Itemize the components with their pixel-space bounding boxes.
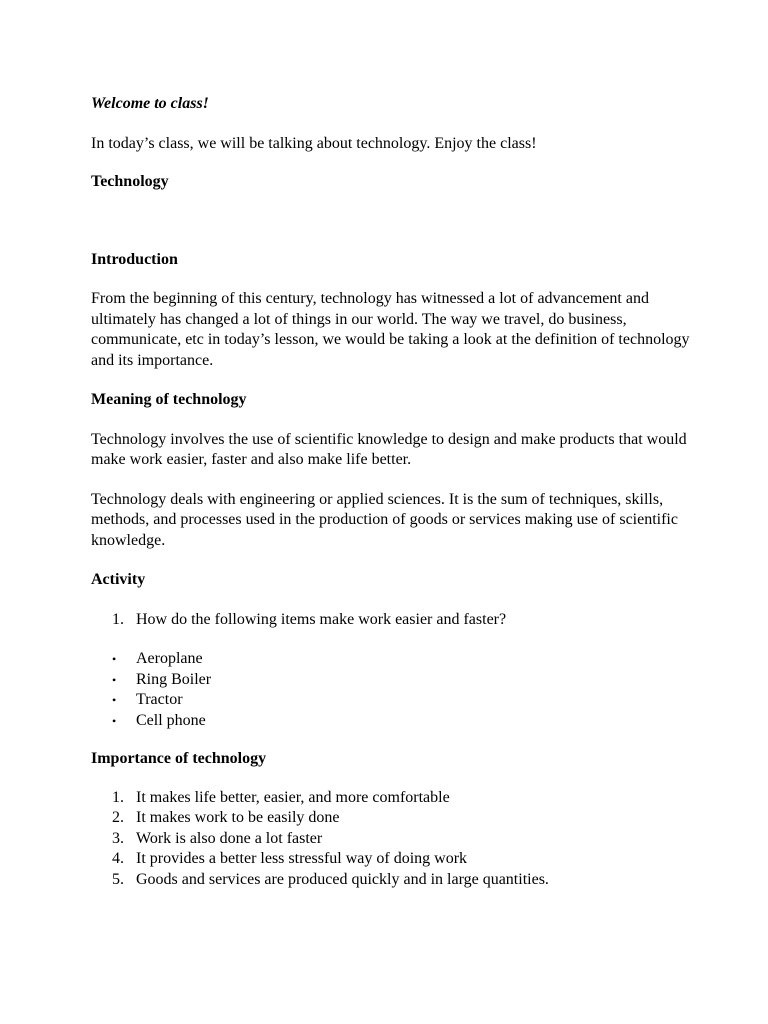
meaning-heading: Meaning of technology xyxy=(91,391,247,408)
bullet-icon: • xyxy=(112,672,117,687)
list-number: 1. xyxy=(112,610,124,628)
list-item xyxy=(91,788,691,809)
list-item xyxy=(91,808,691,829)
list-number: 4. xyxy=(112,850,124,867)
document-page xyxy=(91,94,691,890)
list-number: 5. xyxy=(112,870,124,888)
list-item-text: Tractor xyxy=(136,691,183,708)
list-item-text: Work is also done a lot faster xyxy=(136,829,323,847)
list-item xyxy=(91,829,691,850)
list-item xyxy=(91,870,691,891)
list-item-text: How do the following items make work easier and faster? xyxy=(136,610,507,628)
list-item-text: Goods and services are produced quickly and in large quantities. xyxy=(136,870,549,888)
list-number: 1. xyxy=(112,788,124,806)
list-number: 2. xyxy=(112,809,124,826)
meaning-paragraph-2: Technology deals with engineering or applied sciences. It is the sum of techniques, skills, methods, and processes used in the production of goods or services making use of scientific knowledge. xyxy=(91,490,678,549)
list-item xyxy=(91,670,691,691)
intro-line: In today’s class, we will be talking about technology. Enjoy the class! xyxy=(91,134,537,152)
list-item xyxy=(91,649,691,670)
list-item xyxy=(91,610,691,631)
activity-heading: Activity xyxy=(91,571,146,588)
bullet-icon: • xyxy=(112,713,117,728)
bullet-icon: • xyxy=(112,652,117,666)
list-item xyxy=(91,690,691,711)
importance-heading: Importance of technology xyxy=(91,750,267,767)
list-item-text: Ring Boiler xyxy=(136,670,212,688)
list-item-text: Cell phone xyxy=(136,711,206,729)
list-item-text: Aeroplane xyxy=(136,650,203,667)
bullet-icon: • xyxy=(112,693,117,707)
list-item-text: It makes work to be easily done xyxy=(136,809,340,826)
list-item-text: It provides a better less stressful way of doing work xyxy=(136,850,468,867)
introduction-paragraph: From the beginning of this century, technology has witnessed a lot of advancement and ultimately has changed a lot of things in our world. The way we travel, do business, communicate, etc in today’s lesson, we would be taking a look at the definition of technology and its importance. xyxy=(91,290,690,369)
list-item xyxy=(91,711,691,732)
welcome-text: Welcome to class! xyxy=(91,95,209,112)
meaning-paragraph-1: Technology involves the use of scientific knowledge to design and make products that would make work easier, faster and also make life better. xyxy=(91,430,687,468)
document-title: Technology xyxy=(91,173,169,190)
introduction-heading: Introduction xyxy=(91,250,178,268)
list-item-text: It makes life better, easier, and more comfortable xyxy=(136,788,450,806)
activity-items-list xyxy=(91,649,691,731)
activity-question-list xyxy=(91,610,691,631)
list-number: 3. xyxy=(112,829,124,847)
importance-list xyxy=(91,788,691,891)
list-item xyxy=(91,849,691,870)
